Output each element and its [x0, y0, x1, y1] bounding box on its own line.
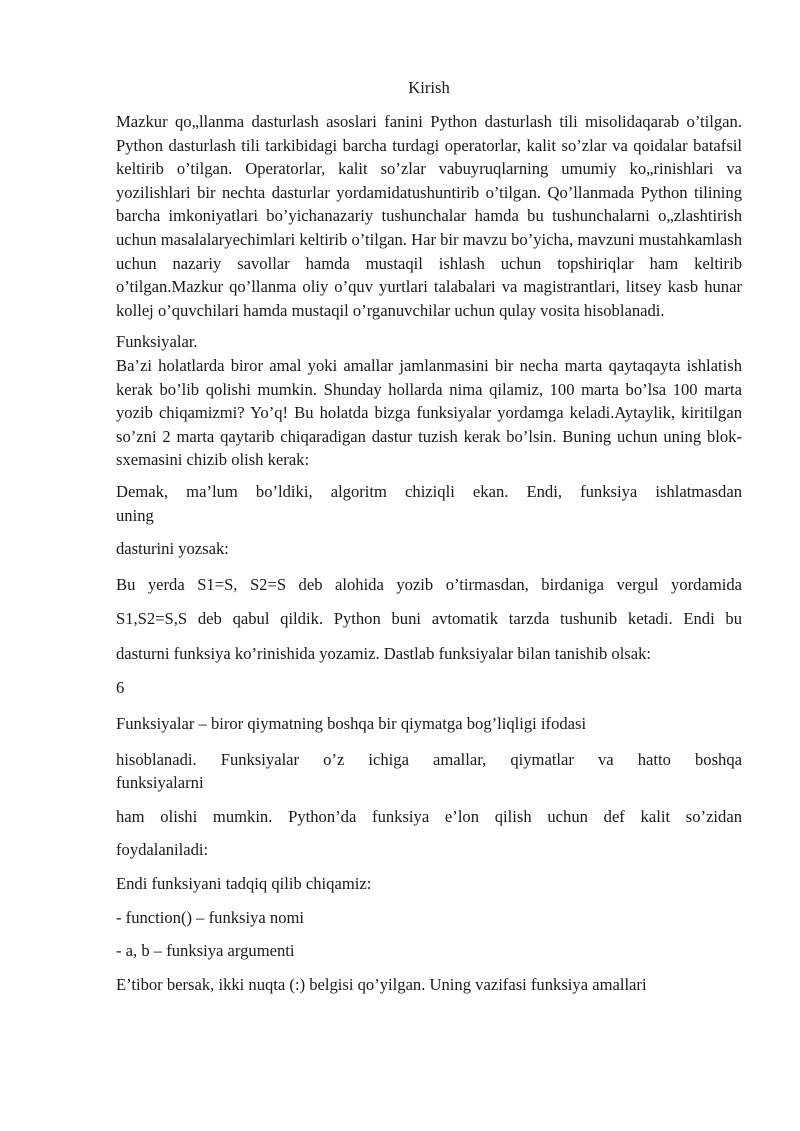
assign-line: S1,S2=S,S deb qabul qildik. Python buni avtomatik tarzda tushunib ketadi. Endi bu	[116, 609, 742, 629]
document-body	[116, 110, 742, 996]
assign-line: Bu yerda S1=S, S2=S deb alohida yozib o’tirmasdan, birdaniga vergul yordamida	[116, 574, 742, 594]
list-item: - function() – funksiya nomi	[116, 907, 305, 927]
definition-line-continued: funksiyalarni	[116, 773, 204, 793]
page-title: Kirish	[408, 78, 450, 97]
assign-line: dasturni funksiya ko’rinishida yozamiz. Dastlab funksiyalar bilan tanishib olsak:	[116, 643, 652, 663]
colon-line: E’tibor bersak, ikki nuqta (:) belgisi qo’yilgan. Uning vazifasi funksiya amallari	[116, 974, 647, 994]
list-item: - a, b – funksiya argumenti	[116, 941, 295, 961]
definition-line: Funksiyalar – biror qiymatning boshqa bir qiymatga bog’liqligi ifodasi	[116, 714, 587, 734]
def-keyword-line: ham olishi mumkin. Python’da funksiya e’lon qilish uchun def kalit so’zidan	[116, 806, 742, 826]
algorithm-line-continued: uning	[116, 505, 154, 525]
intro-paragraph: Mazkur qo„llanma dasturlash asoslari fanini Python dasturlash tili misolidaqarab o’tilgan. Python dasturlash tili tarkibidagi barcha turdagi operatorlar, kalit so’zlar va qoidalar batafsil keltirib o’tilgan. Operatorlar, kalit so’zlar vabuyruqlarning umumiy ko„rinishlari va yozilishlari bir nechta dasturlar yordamidatushuntirib o’tilgan. Qo’llanmada Python tilining barcha imkoniyatlari bo’yichanazariy tushunchalar hamda bu tushunchalarni o„zlashtirish uchun masalalaryechimlari keltirib o’tilgan. Har bir mavzu bo’yicha, mavzuni mustahkamlash uchun nazariy savollar hamda mustaqil ishlash uchun topshiriqlar ham keltirib o’tilgan.Mazkur qo’llanma oliy o’quv yurtlari talabalari va magistrantlari, litsey kasb hunar kollej o’quvchilari hamda mustaqil o’rganuvchilar uchun qulay vosita hisoblanadi.	[116, 112, 742, 320]
program-line: dasturini yozsak:	[116, 539, 229, 559]
page-number: 6	[116, 678, 125, 698]
functions-paragraph: Ba’zi holatlarda biror amal yoki amallar jamlanmasini bir necha marta qaytaqayta ishlatish kerak bo’lib qolishi mumkin. Shunday hollarda nima qilamiz, 100 marta bo’lsa 100 marta yozib chiqamizmi? Yo’q! Bu holatda bizga funksiyalar yordamga keladi.Aytaylik, kiritilgan so’zni 2 marta qaytarib chiqaradigan dastur tuzish kerak bo’lsin. Buning uchun uning blok-sxemasini chizib olish kerak:	[116, 355, 742, 470]
section-heading: Funksiyalar.	[116, 332, 198, 352]
def-keyword-line-continued: foydalaniladi:	[116, 840, 209, 860]
definition-line: hisoblanadi. Funksiyalar o’z ichiga amallar, qiymatlar va hatto boshqa	[116, 749, 742, 769]
explore-line: Endi funksiyani tadqiq qilib chiqamiz:	[116, 874, 372, 894]
algorithm-line: Demak, ma’lum bo’ldiki, algoritm chiziqli ekan. Endi, funksiya ishlatmasdan	[116, 481, 742, 501]
